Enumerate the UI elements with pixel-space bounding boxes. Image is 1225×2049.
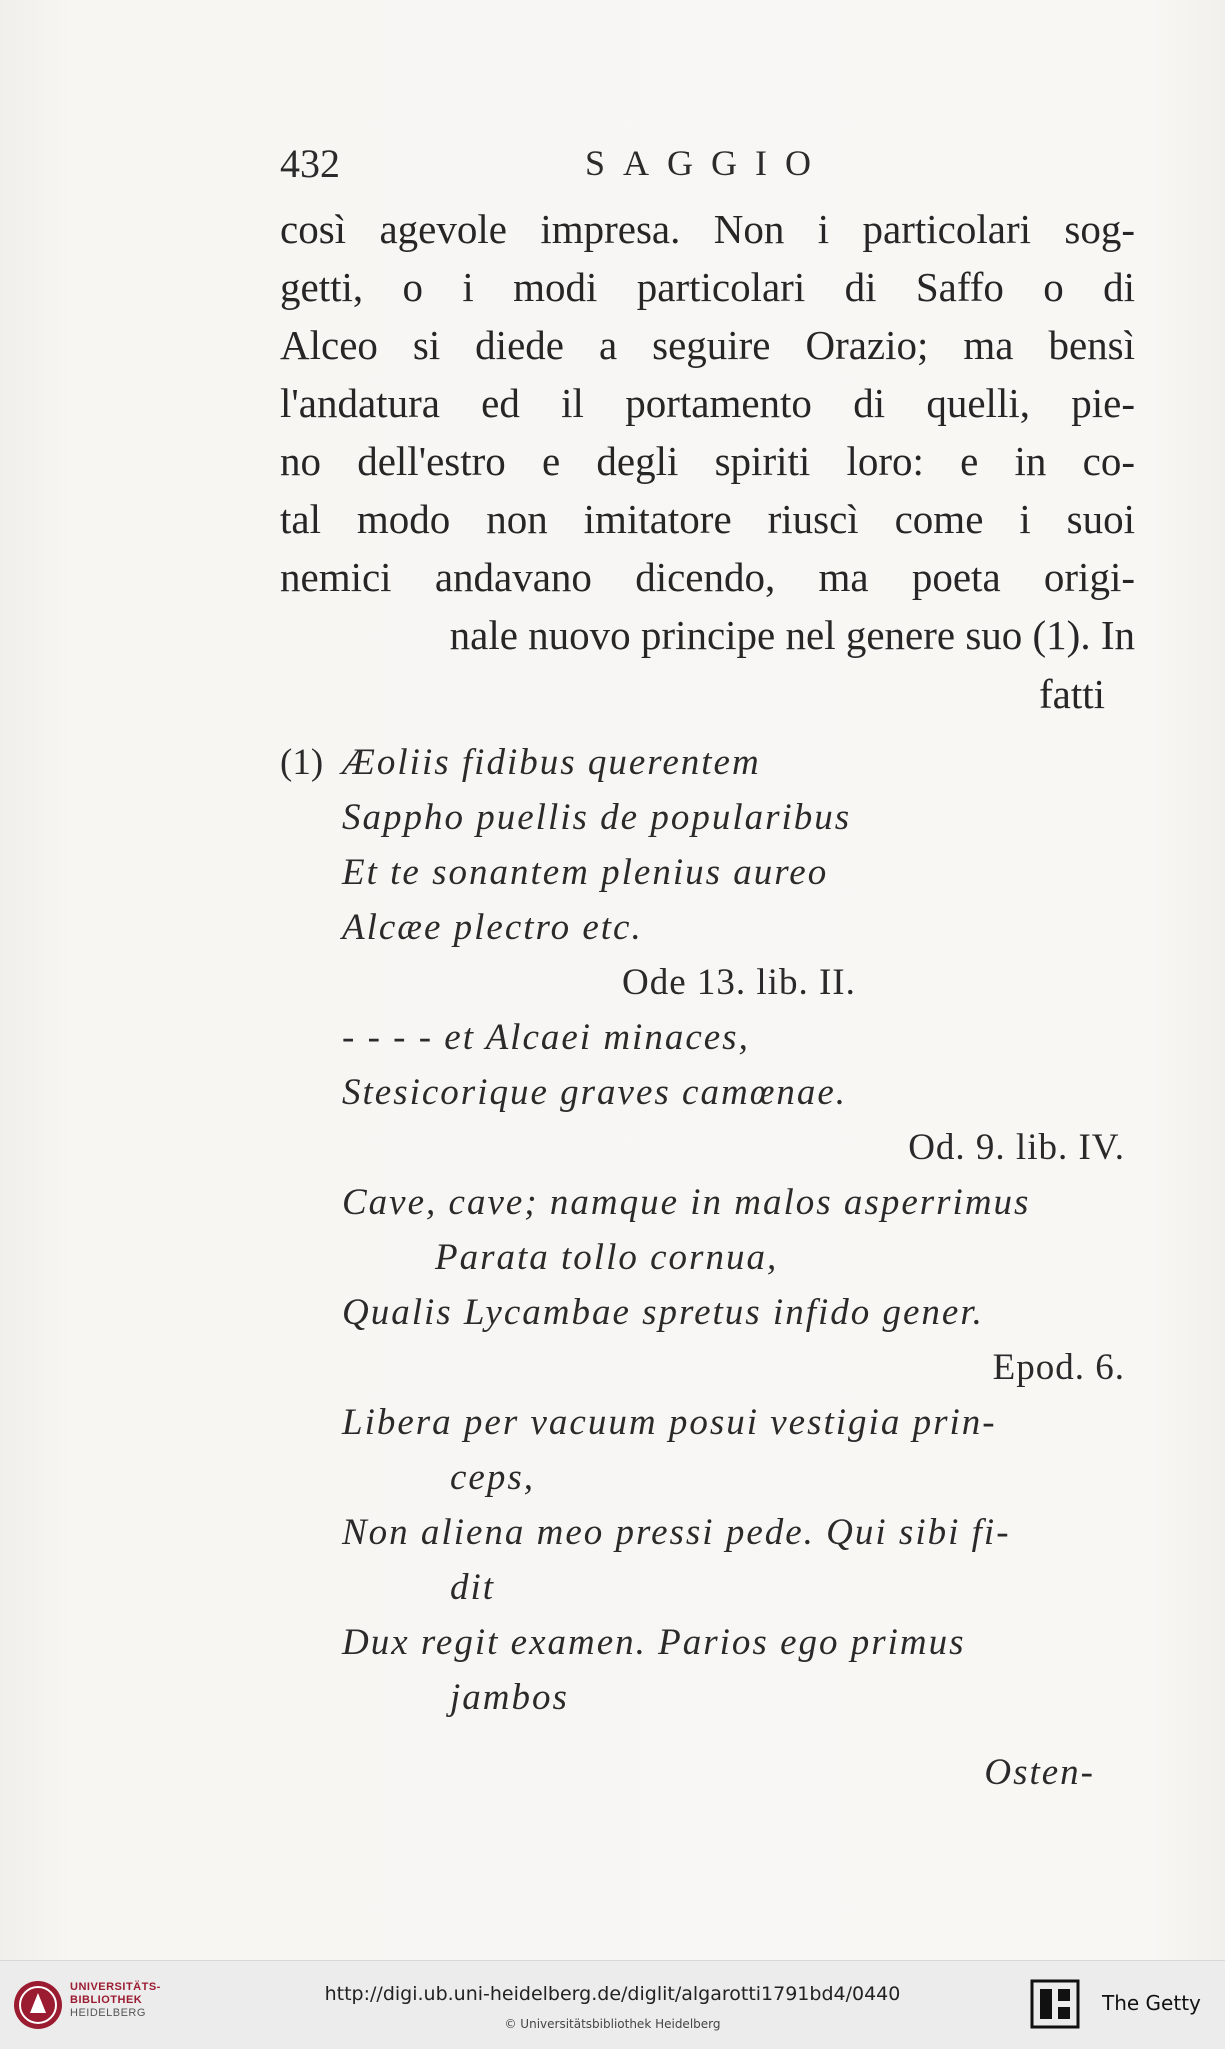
citation: Od. 9. lib. IV. [908,1127,1125,1168]
viewer-footer [0,1960,1225,2049]
quote-line: Stesicorique graves camœnae. [342,1072,848,1113]
quote-line: Et te sonantem plenius aureo [342,852,829,893]
body-line: tal modo non imitatore riuscì come i suoi [280,496,1135,542]
body-line: getti, o i modi particolari di Saffo o di [280,264,1135,310]
body-line: nale nuovo principe nel genere suo (1). In [449,612,1135,658]
quote-line: Æoliis fidibus querentem [342,742,761,783]
getty-name: The Getty [1102,1991,1201,2015]
quote-line: Libera per vacuum posui vestigia prin- [342,1402,997,1443]
quote-line: Non aliena meo pressi pede. Qui sibi fi- [342,1512,1011,1553]
citation: Ode 13. lib. II. [622,962,856,1003]
page-number: 432 [280,141,340,186]
quote-line: jambos [450,1677,569,1718]
quote-line: Sappho puellis de popularibus [342,797,852,838]
copyright-notice: © Universitätsbibliothek Heidelberg [504,2017,721,2031]
body-text [280,200,1135,664]
catchword: fatti [1038,671,1105,717]
footnote-marker: (1) [280,742,324,783]
quote-line: - - - - et Alcaei minaces, [342,1017,750,1058]
quote-line: Qualis Lycambae spretus infido gener. [342,1292,984,1333]
quote-line: Alcæe plectro etc. [342,907,643,948]
page-header [280,140,1130,190]
body-line: Alceo si diede a seguire Orazio; ma bensì [280,322,1135,368]
getty-logo-icon [1030,1979,1080,2031]
quote-line: ceps, [450,1457,535,1498]
quote-line: Dux regit examen. Parios ego primus [342,1622,966,1663]
running-title: SAGGIO [585,143,830,183]
quote-line: Cave, cave; namque in malos asperrimus [342,1182,1031,1223]
body-line: così agevole impresa. Non i particolari sog- [280,206,1135,252]
quote-line: dit [450,1567,496,1608]
permalink[interactable]: http://digi.ub.uni-heidelberg.de/diglit/algarotti1791bd4/0440 [324,1983,901,2005]
quote-line: Parata tollo cornua, [435,1237,779,1278]
body-line: l'andatura ed il portamento di quelli, pie- [280,380,1135,426]
citation: Epod. 6. [992,1347,1125,1388]
body-line: nemici andavano dicendo, ma poeta origi- [280,554,1135,600]
footnotes [280,735,1135,1800]
notes-catchword: Osten- [984,1752,1095,1793]
body-line: no dell'estro e degli spiriti loro: e in co- [280,438,1135,484]
institution-name: UNIVERSITÄTS- BIBLIOTHEK HEIDELBERG [70,1981,161,2019]
